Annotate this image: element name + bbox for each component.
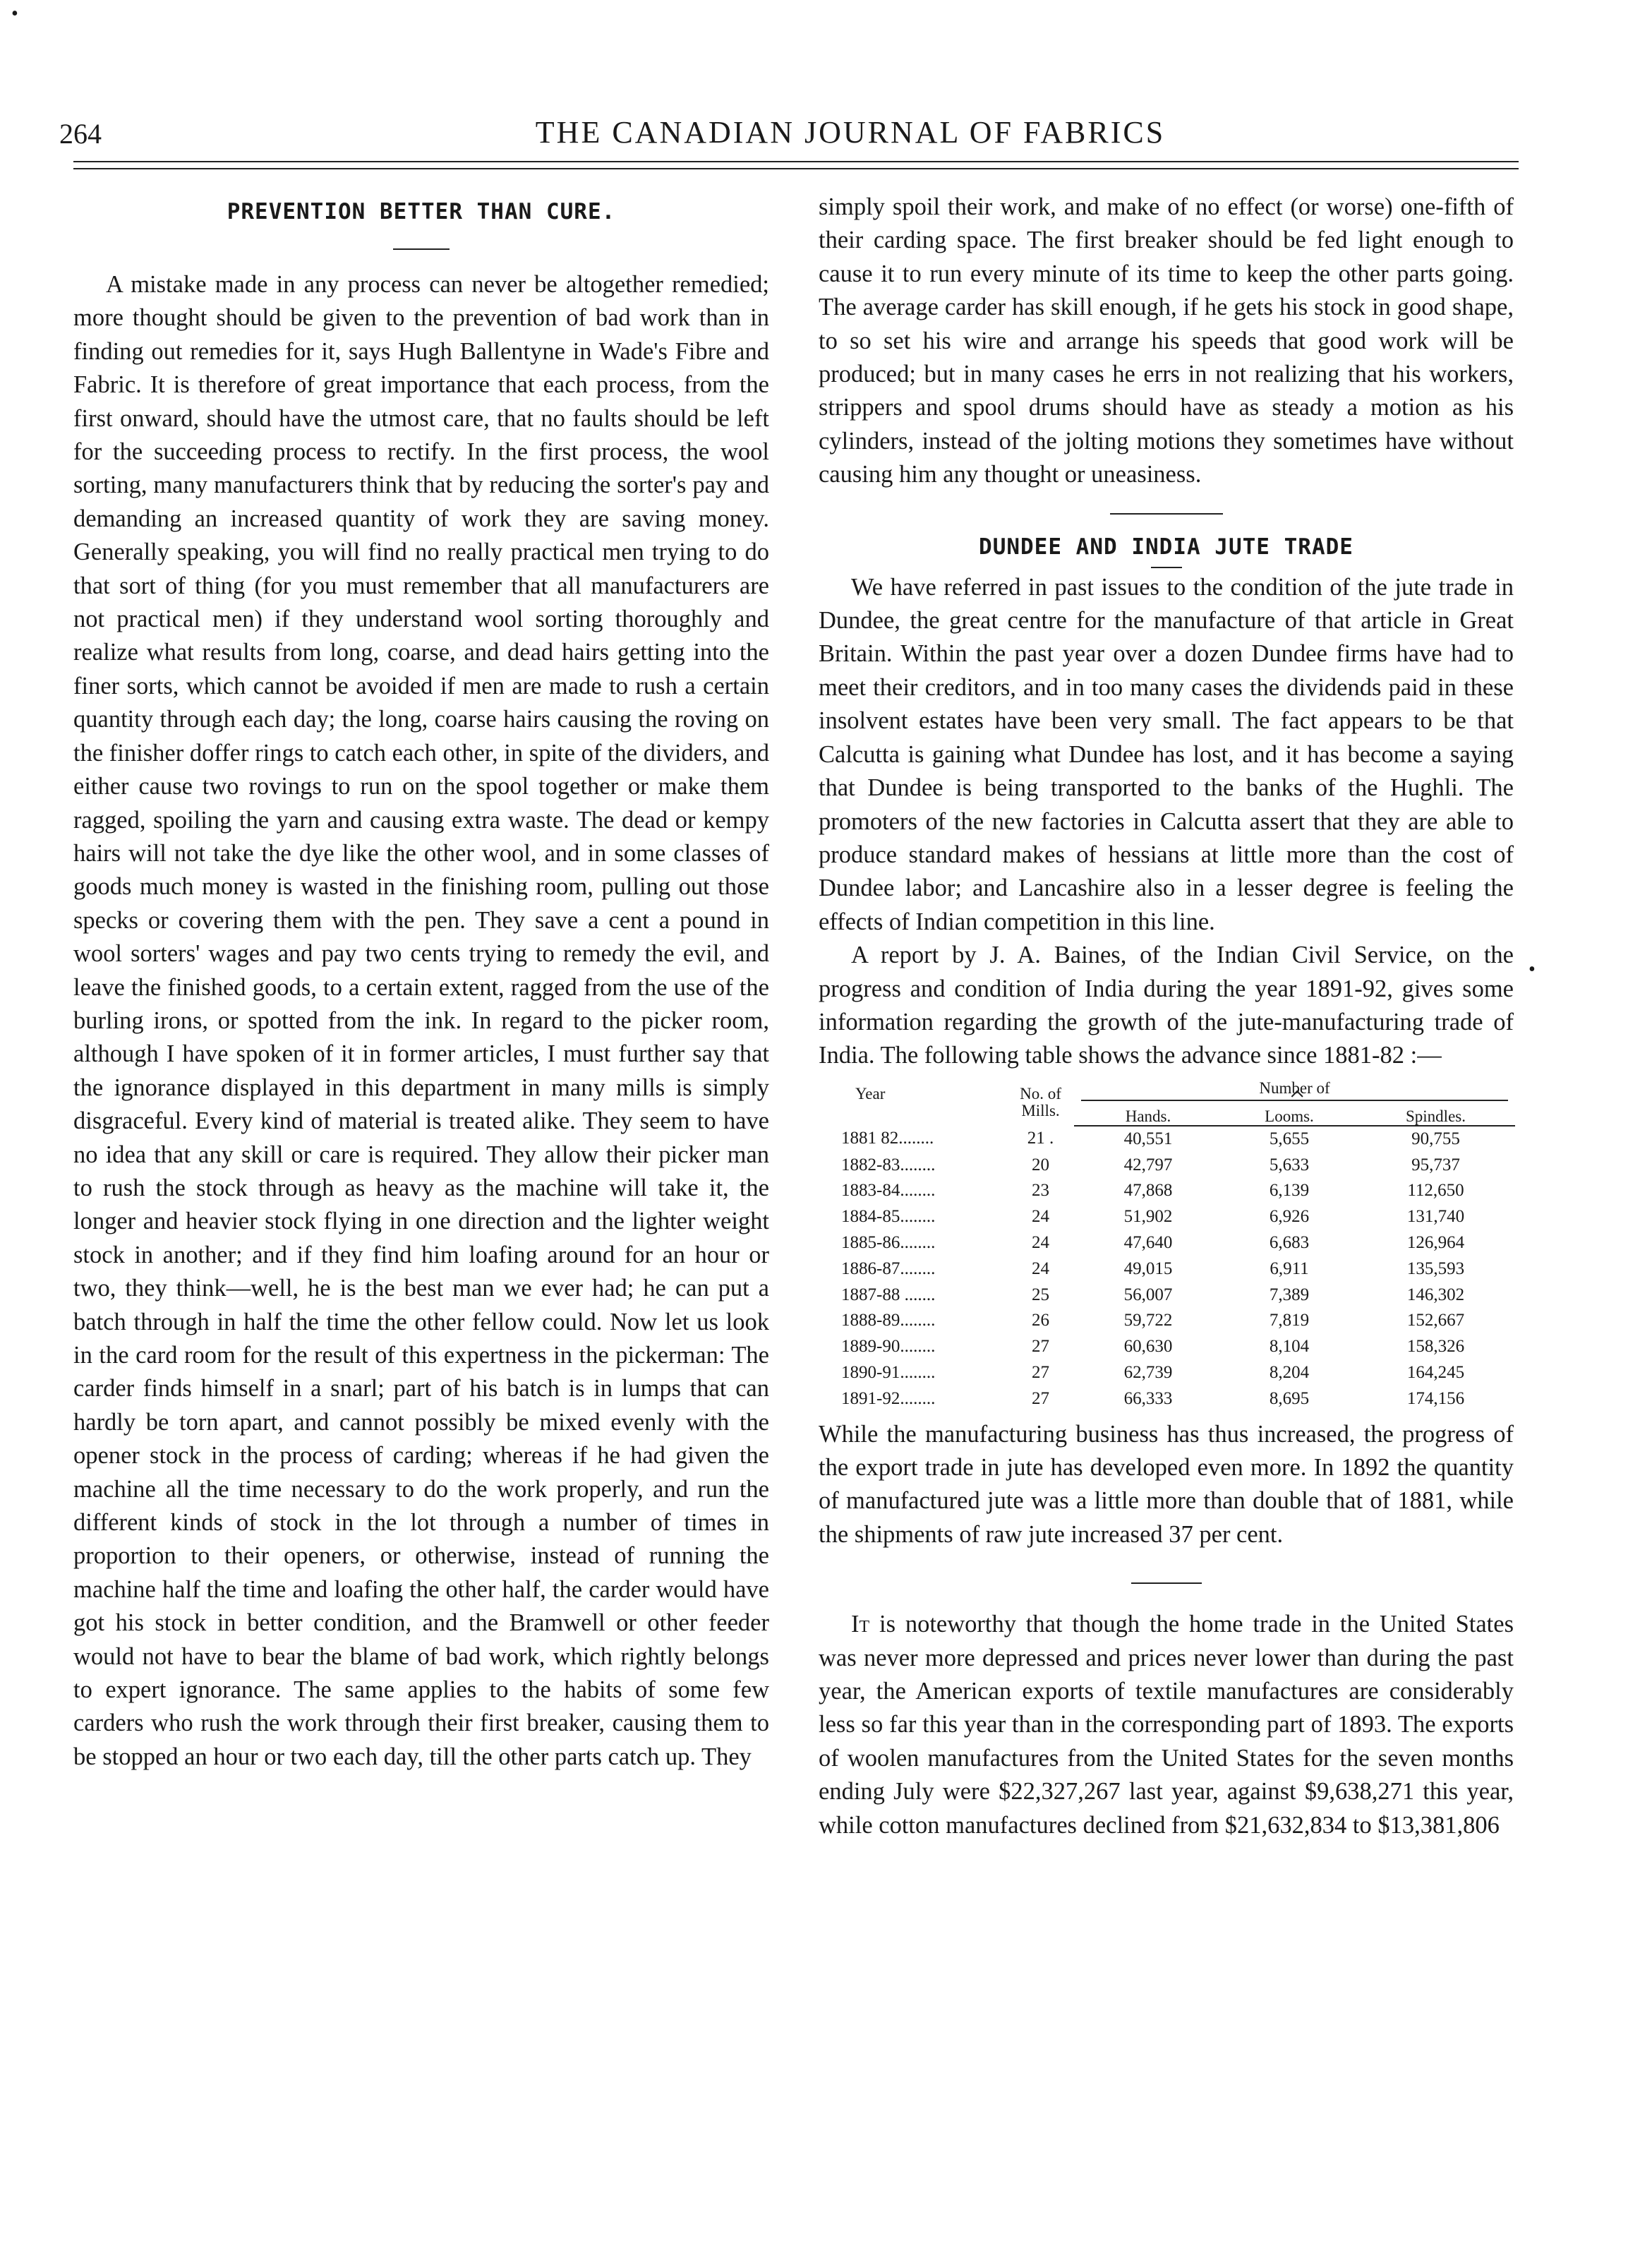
table-header-brace [1081, 1100, 1508, 1107]
cell-mills: 27 [1032, 1337, 1049, 1357]
article-continuation-prevention: simply spoil their work, and make of no effect (or worse) one-fifth of their carding space. The first breaker should be fed light enough to cause it to run every minute of its time to keep the other parts going. The average carder has skill enough, if he gets his stock in good shape, to so set his wire and arrange his speeds that good work will be produced; but in many cases he errs in not realizing that his workers, strippers and spool drums should have as steady a motion as his cylinders, instead of the jolting motions they sometimes have without causing him any thought or uneasiness. [819, 193, 1514, 488]
header-rule-bottom [73, 168, 1519, 169]
article-title-jute: DUNDEE AND INDIA JUTE TRADE [979, 534, 1353, 560]
cell-spindles: 146,302 [1406, 1285, 1465, 1304]
cell-hands: 51,902 [1123, 1207, 1173, 1227]
table-header-spacer [841, 1108, 1007, 1126]
table-row [841, 1386, 1515, 1412]
table-header-hands: Hands. [1074, 1108, 1222, 1126]
table-row [841, 1334, 1515, 1360]
cell-looms: 5,633 [1269, 1155, 1310, 1174]
cell-looms: 7,819 [1269, 1311, 1310, 1330]
table-header-year: Year [855, 1084, 886, 1103]
cell-hands: 49,015 [1123, 1258, 1173, 1278]
cell-looms: 6,139 [1269, 1181, 1310, 1201]
journal-title: THE CANADIAN JOURNAL OF FABRICS [535, 115, 1166, 150]
cell-spindles: 126,964 [1406, 1232, 1465, 1252]
article-body-prevention: A mistake made in any process can never be altogether remedied; more thought should be given to the prevention of bad work than in finding out remedies for it, says Hugh Ballentyne in Wade's Fibre and Fabric. It is therefore of great importance that each process, from the first onward, should have the utmost care, that no faults should be left for the succeeding process to rectify. In the first process, the wool sorting, many manufacturers think that by reducing the sorter's pay and demanding an increased quantity of work they are saving money. Generally speaking, you will find no really practical men trying to do that sort of thing (for you must remember that all manufacturers are not practical men) if they understand wool sorting thoroughly and realize what results from long, coarse, and dead hairs getting into the finer sorts, which cannot be avoided if men are made to rush a certain quantity through each day; the long, coarse hairs causing the roving on the finisher doffer rings to catch each other, in spite of the dividers, and either cause two rovings to run on the spool together or make them ragged, spoiling the yarn and causing extra waste. The dead or kempy hairs will not take the dye like the other wool, and in some classes of goods much money is wasted in the finishing room, pulling out those specks or covering them with the pen. They save a cent a pound in wool sorters' wages and pay two cents trying to remedy the evil, and leave the finished goods, to a certain extent, ragged from the use of the burling irons, or spotted from the ink. In regard to the picker room, although I have spoken of it in former articles, I must further say that the ignorance displayed in this department in many mills is simply disgraceful. Every kind of material is treated alike. They seem to have no idea that any skill or care is required. They allow their picker man to rush the stock through as heavy as the machine will take it, the longer and heavier stock flying in one direction and the lighter weight stock in another; and if they find him loafing around for an hour or two, they think—well, he is the best man we ever had; he can put a batch through in half the time the other fellow could. Now let us look in the card room for the result of this expertness in the pickerman: The carder finds himself in a snarl; part of his batch is in lumps that can hardly be torn apart, and cannot possibly be mixed evenly with the opener stock in the process of carding; whereas if he had given the machine all the time necessary to do the work properly, and run the different kinds of stock in the lot through a number of times in proportion to their openers, or otherwise, instead of running the machine half the time and loafing the other half, the carder would have got his stock in better condition, and the Bramwell or other feeder would not have to bear the blame of bad work, which rightly belongs to expert ignorance. The same applies to the habits of some few carders who rush the work through their first breaker, causing them to be stopped an hour or two each day, till the other parts catch up. They [73, 271, 769, 1770]
cell-hands: 47,640 [1123, 1232, 1173, 1252]
cell-mills: 24 [1032, 1232, 1049, 1252]
table-row [841, 1282, 1515, 1309]
cell-mills: 24 [1032, 1207, 1049, 1227]
cell-looms: 6,911 [1270, 1258, 1309, 1278]
cell-spindles: 152,667 [1406, 1311, 1465, 1330]
cell-spindles: 164,245 [1406, 1362, 1465, 1382]
cell-looms: 7,389 [1269, 1285, 1310, 1304]
cell-spindles: 174,156 [1406, 1388, 1465, 1408]
table-row [841, 1126, 1515, 1153]
cell-mills: 26 [1032, 1311, 1049, 1330]
cell-year: 1890-91........ [841, 1362, 936, 1382]
cell-mills: 24 [1032, 1258, 1049, 1278]
cell-spindles: 135,593 [1406, 1258, 1465, 1278]
table-header-group [1074, 1080, 1515, 1108]
page-number: 264 [59, 118, 102, 150]
left-column [73, 191, 769, 1774]
table-row [841, 1230, 1515, 1256]
cell-year: 1885-86........ [841, 1232, 936, 1252]
cell-looms: 6,926 [1269, 1207, 1310, 1227]
cell-hands: 62,739 [1123, 1362, 1173, 1382]
cell-looms: 8,695 [1269, 1388, 1310, 1408]
cell-spindles: 158,326 [1406, 1337, 1465, 1357]
cell-mills: 27 [1032, 1388, 1049, 1408]
cell-hands: 47,868 [1123, 1181, 1173, 1201]
table-header-group-label: Number of [1259, 1079, 1330, 1097]
cell-year: 1884-85........ [841, 1207, 936, 1227]
title-rule [393, 248, 450, 250]
margin-mark-top: • [11, 3, 18, 25]
cell-year: 1882-83........ [841, 1155, 936, 1174]
margin-mark-right: • [1529, 959, 1536, 980]
cell-mills: 25 [1032, 1285, 1049, 1304]
cell-year: 1883-84........ [841, 1181, 936, 1201]
article-title-prevention: PREVENTION BETTER THAN CURE. [227, 199, 616, 224]
cell-year: 1889-90........ [841, 1337, 936, 1357]
cell-mills: 20 [1032, 1155, 1049, 1174]
table-row [841, 1204, 1515, 1230]
jute-paragraph-2: A report by J. A. Baines, of the Indian Civil Service, on the progress and condition of India during the year 1891-92, gives some information regarding the growth of the jute-manufacturing trade of India. The following table shows the advance since 1881-82 :— [819, 942, 1514, 1069]
article-exports [819, 1608, 1514, 1842]
jute-paragraph-3: While the manufacturing business has thus increased, the progress of the export trade in jute has developed even more. In 1892 the quantity of manufactured jute was a little more than double that of 1881, while the shipments of raw jute increased 37 per cent. [819, 1420, 1514, 1548]
right-column [819, 191, 1514, 1842]
cell-hands: 60,630 [1123, 1337, 1173, 1357]
cell-year: 1881 82........ [841, 1129, 934, 1148]
cell-looms: 5,655 [1269, 1129, 1310, 1148]
table-header-mills: No. of Mills. [1020, 1085, 1061, 1120]
cell-looms: 8,204 [1269, 1362, 1310, 1382]
cell-hands: 66,333 [1123, 1388, 1173, 1408]
cell-mills: 21 . [1027, 1129, 1054, 1148]
table-row [841, 1178, 1515, 1204]
table-header-spindles: Spindles. [1356, 1108, 1515, 1126]
cell-year: 1888-89........ [841, 1311, 936, 1330]
table-row [841, 1308, 1515, 1334]
section-divider-2 [1131, 1582, 1202, 1584]
jute-title-rule [1151, 567, 1182, 568]
cell-hands: 56,007 [1123, 1285, 1173, 1304]
cell-mills: 27 [1032, 1362, 1049, 1382]
cell-year: 1887-88 ....... [841, 1285, 936, 1304]
cell-spindles: 131,740 [1406, 1207, 1465, 1227]
exports-paragraph: is noteworthy that though the home trade in the United States was never more depressed and prices never lower than during the past year, the American exports of textile manufactures are considerably less so far this year than in the corresponding part of 1893. The exports of woolen manufactures from the United States for the seven months ending July were $22,327,267 last year, against $9,638,271 this year, while cotton manufactures declined from $21,632,834 to $13,381,806 [819, 1611, 1514, 1839]
cell-year: 1891-92........ [841, 1388, 936, 1408]
table-row [841, 1360, 1515, 1386]
table-header-looms: Looms. [1222, 1108, 1356, 1126]
jute-table [841, 1080, 1515, 1412]
cell-spindles: 90,755 [1411, 1129, 1460, 1148]
cell-hands: 59,722 [1123, 1311, 1173, 1330]
cell-year: 1886-87........ [841, 1258, 936, 1278]
cell-looms: 6,683 [1269, 1232, 1310, 1252]
cell-hands: 40,551 [1123, 1129, 1173, 1148]
cell-spindles: 112,650 [1407, 1181, 1464, 1201]
table-row [841, 1256, 1515, 1282]
cell-mills: 23 [1032, 1181, 1049, 1201]
cell-hands: 42,797 [1123, 1155, 1173, 1174]
section-divider [1110, 513, 1223, 515]
table-row [841, 1153, 1515, 1179]
cell-looms: 8,104 [1269, 1337, 1310, 1357]
header-rule-top [73, 161, 1519, 162]
jute-paragraph-1: We have referred in past issues to the condition of the jute trade in Dundee, the great centre for the manufacture of that article in Great Britain. Within the past year over a dozen Dundee firms have had to meet their creditors, and in too many cases the dividends paid in these insolvent estates have been very small. The fact appears to be that Calcutta is gaining what Dundee has lost, and it has become a saying that Dundee is being transported to the banks of the Hughli. The promoters of the new factories in Calcutta assert that they are able to produce standard makes of hessians at little more than the cost of Dundee labor; and Lancashire also in a lesser degree is feeling the effects of Indian competition in this line. [819, 573, 1514, 935]
lead-word: It [851, 1611, 870, 1638]
cell-spindles: 95,737 [1411, 1155, 1460, 1174]
